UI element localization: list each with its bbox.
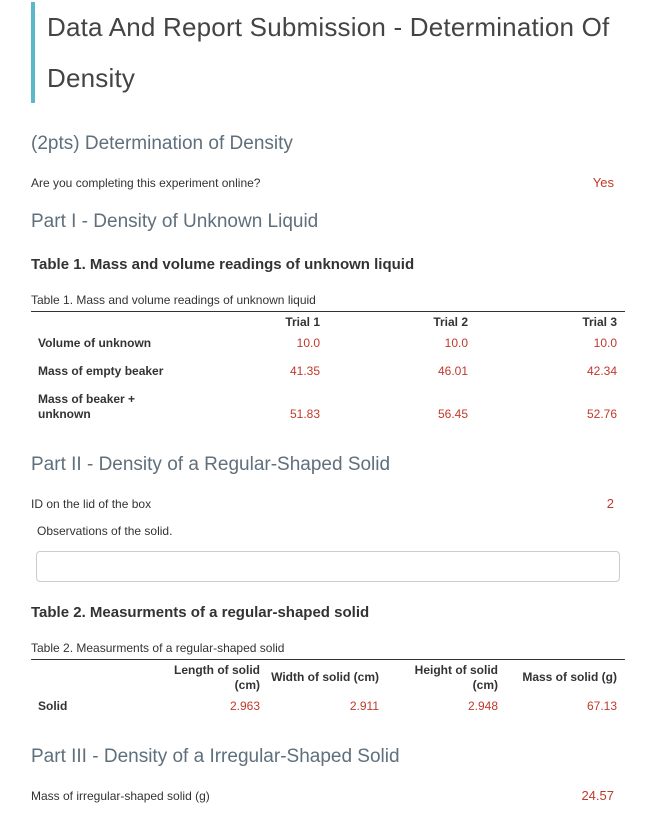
table1-col-header: Trial 3 bbox=[582, 315, 617, 329]
table2-heading: Table 2. Measurments of a regular-shaped solid bbox=[31, 604, 370, 621]
online-question-value: Yes bbox=[592, 175, 614, 190]
box-id-value: 2 bbox=[606, 496, 614, 511]
table2-cell: 2.948 bbox=[467, 699, 498, 713]
table1-caption: Table 1. Mass and volume readings of unknown liquid bbox=[31, 293, 316, 307]
table2-cell: 67.13 bbox=[586, 699, 617, 713]
table1-row-label: Volume of unknown bbox=[38, 336, 152, 350]
table2-top-rule bbox=[31, 659, 625, 660]
page-title-block bbox=[31, 2, 631, 103]
observations-label: Observations of the solid. bbox=[37, 524, 173, 538]
table2-col-header: Width of solid (cm) bbox=[271, 670, 379, 684]
table1-cell: 10.0 bbox=[296, 336, 320, 350]
table2-col-header: Mass of solid (g) bbox=[522, 670, 617, 684]
irregular-mass-value: 24.57 bbox=[581, 788, 614, 803]
table1-cell: 41.35 bbox=[289, 364, 320, 378]
table2-cell: 2.963 bbox=[229, 699, 260, 713]
irregular-mass-label: Mass of irregular-shaped solid (g) bbox=[31, 789, 210, 803]
table1-row-label: Mass of empty beaker bbox=[38, 364, 164, 378]
page-title: Data And Report Submission - Determination Of Density bbox=[47, 12, 610, 93]
table1-cell: 10.0 bbox=[444, 336, 468, 350]
table1-cell: 52.76 bbox=[586, 407, 617, 421]
table2-col-header: Length of solid (cm) bbox=[174, 663, 260, 692]
table1-col-header: Trial 1 bbox=[285, 315, 320, 329]
table1-row-label: Mass of beaker + unknown bbox=[38, 392, 136, 421]
table1-heading: Table 1. Mass and volume readings of unknown liquid bbox=[31, 256, 415, 273]
section-heading-part3: Part III - Density of a Irregular-Shaped Solid bbox=[31, 746, 400, 767]
table1-cell: 56.45 bbox=[437, 407, 468, 421]
online-question-label: Are you completing this experiment online? bbox=[31, 176, 261, 190]
section-heading-part1: Part I - Density of Unknown Liquid bbox=[31, 211, 319, 232]
table2-cell: 2.911 bbox=[349, 699, 379, 713]
table2-col-header: Height of solid (cm) bbox=[414, 663, 498, 692]
table1-cell: 42.34 bbox=[586, 364, 617, 378]
table1-col-header: Trial 2 bbox=[433, 315, 468, 329]
observations-input[interactable] bbox=[36, 551, 620, 582]
section-heading-part2: Part II - Density of a Regular-Shaped Solid bbox=[31, 454, 391, 475]
table1-cell: 10.0 bbox=[593, 336, 617, 350]
table1-cell: 46.01 bbox=[437, 364, 468, 378]
box-id-label: ID on the lid of the box bbox=[31, 497, 152, 511]
table1-top-rule bbox=[31, 311, 625, 312]
section-heading-main: (2pts) Determination of Density bbox=[31, 133, 293, 154]
table2-caption: Table 2. Measurments of a regular-shaped solid bbox=[31, 641, 285, 655]
table1-cell: 51.83 bbox=[289, 407, 320, 421]
table2-row-label: Solid bbox=[38, 699, 68, 713]
